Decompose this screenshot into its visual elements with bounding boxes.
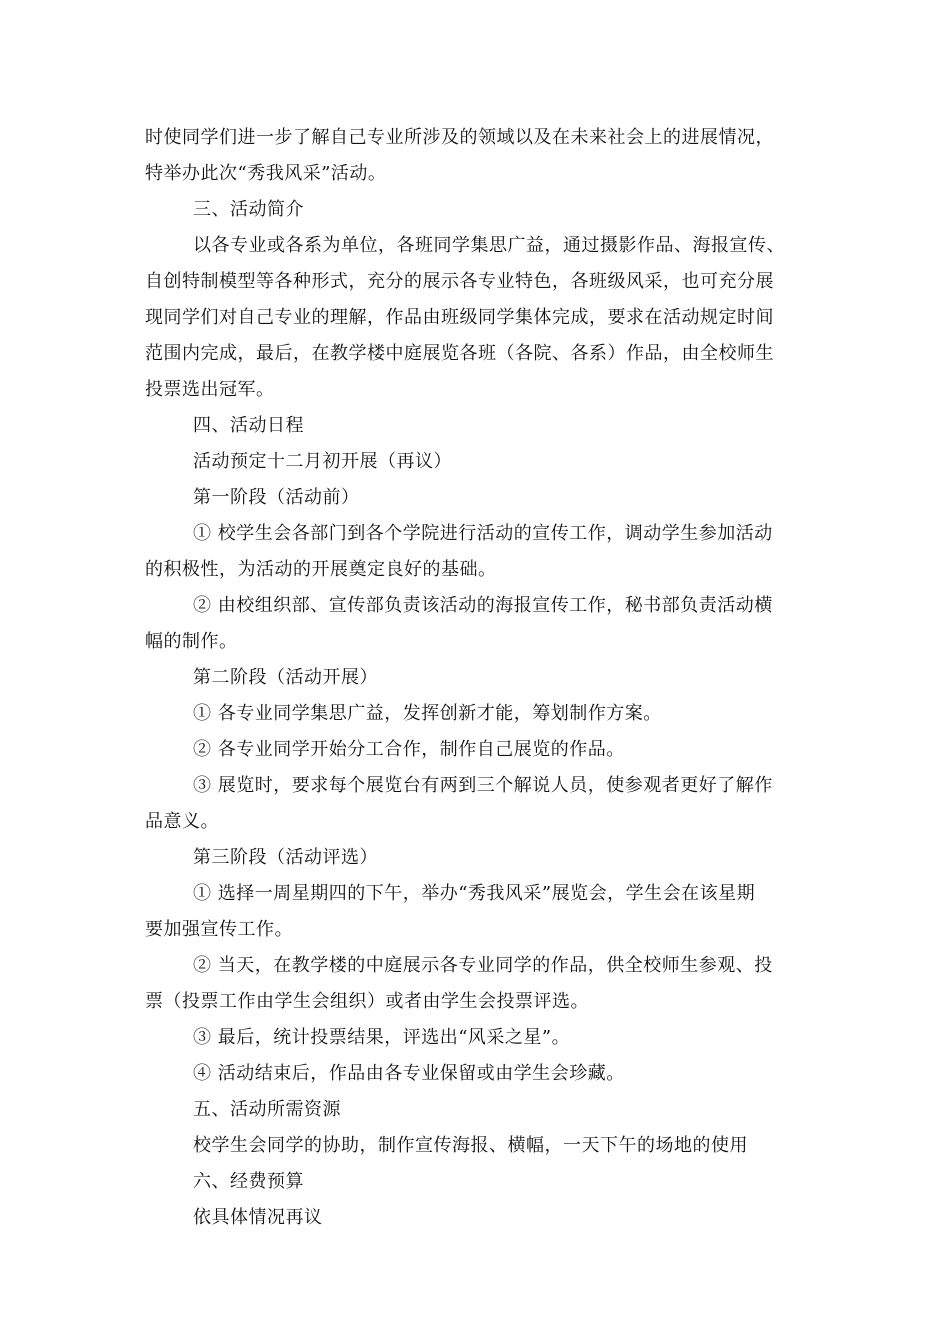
text-line: ② 当天，在教学楼的中庭展示各专业同学的作品，供全校师生参观、投	[193, 955, 773, 976]
text-line: 四、活动日程	[193, 415, 304, 436]
text-line: 要加强宣传工作。	[145, 919, 293, 940]
text-line: 时使同学们进一步了解自己专业所涉及的领域以及在未来社会上的进展情况，	[145, 127, 774, 148]
text-line: 范围内完成，最后，在教学楼中庭展览各班（各院、各系）作品，由全校师生	[145, 343, 774, 364]
text-line: 品意义。	[145, 811, 219, 832]
text-line: 特举办此次“秀我风采”活动。	[145, 163, 387, 184]
text-line: 幅的制作。	[145, 631, 238, 652]
text-line: ① 选择一周星期四的下午，举办“秀我风采”展览会，学生会在该星期	[193, 883, 756, 904]
text-line: 投票选出冠军。	[145, 379, 275, 400]
text-line: 现同学们对自己专业的理解，作品由班级同学集体完成，要求在活动规定时间	[145, 307, 774, 328]
text-line: 第一阶段（活动前）	[193, 487, 360, 508]
text-line: 六、经费预算	[193, 1171, 304, 1192]
text-line: ④ 活动结束后，作品由各专业保留或由学生会珍藏。	[193, 1063, 625, 1084]
text-line: ① 校学生会各部门到各个学院进行活动的宣传工作，调动学生参加活动	[193, 523, 773, 544]
text-line: 第二阶段（活动开展）	[193, 667, 378, 688]
text-line: ① 各专业同学集思广益，发挥创新才能，筹划制作方案。	[193, 703, 662, 724]
text-line: ② 各专业同学开始分工合作，制作自己展览的作品。	[193, 739, 625, 760]
document-body	[145, 120, 805, 1236]
text-line: ③ 最后，统计投票结果，评选出“风采之星”。	[193, 1027, 571, 1048]
text-line: 校学生会同学的协助，制作宣传海报、横幅，一天下午的场地的使用	[193, 1135, 748, 1156]
text-line: 以各专业或各系为单位，各班同学集思广益，通过摄影作品、海报宣传、	[193, 235, 785, 256]
text-line: 活动预定十二月初开展（再议）	[193, 451, 452, 472]
text-line: 依具体情况再议	[193, 1207, 323, 1228]
text-line: ② 由校组织部、宣传部负责该活动的海报宣传工作，秘书部负责活动横	[193, 595, 773, 616]
text-line: ③ 展览时，要求每个展览台有两到三个解说人员，使参观者更好了解作	[193, 775, 773, 796]
text-line: 票（投票工作由学生会组织）或者由学生会投票评选。	[145, 991, 589, 1012]
text-line: 第三阶段（活动评选）	[193, 847, 378, 868]
text-line: 三、活动简介	[193, 199, 304, 220]
text-line: 自创特制模型等各种形式，充分的展示各专业特色，各班级风采，也可充分展	[145, 271, 774, 292]
text-line: 的积极性，为活动的开展奠定良好的基础。	[145, 559, 497, 580]
text-line: 五、活动所需资源	[193, 1099, 341, 1120]
